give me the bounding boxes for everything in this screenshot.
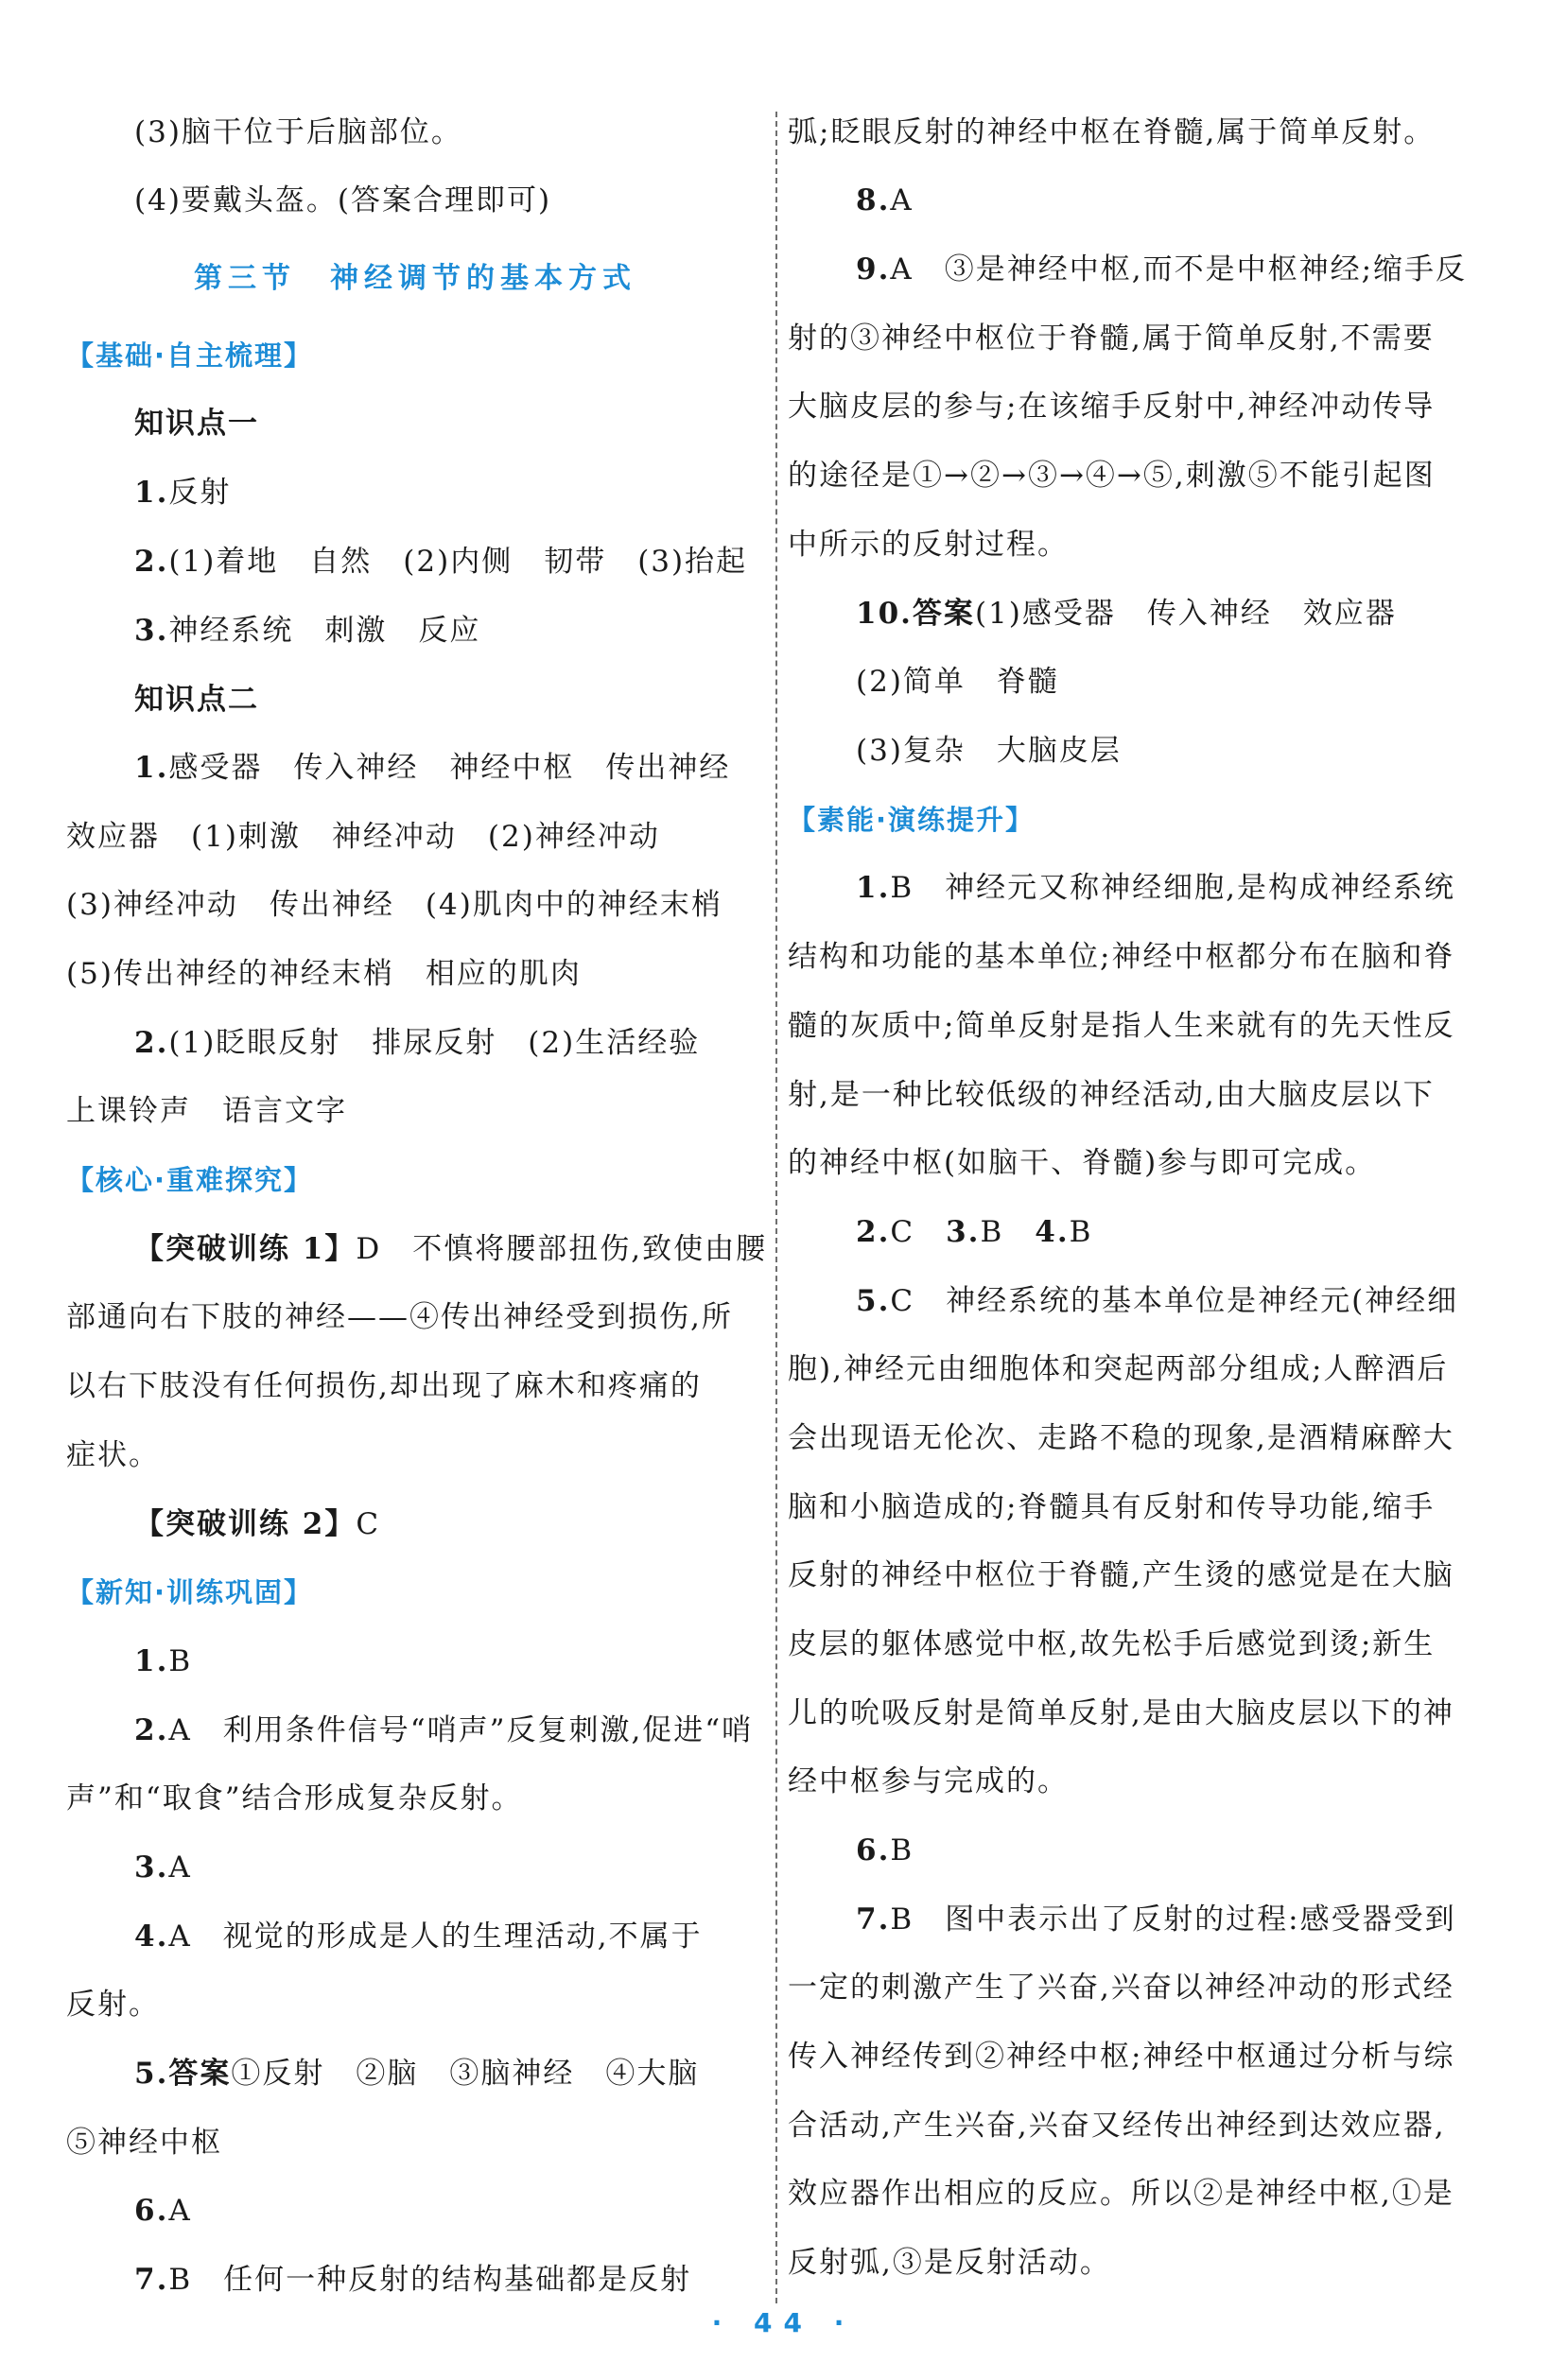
text-line: 的途径是①→②→③→④→⑤,刺激⑤不能引起图 xyxy=(788,459,1436,493)
text-line: 皮层的躯体感觉中枢,故先松手后感觉到烫;新生 xyxy=(788,1627,1436,1661)
answer-line: 8.A xyxy=(856,183,914,217)
answer-line: 1.B xyxy=(134,1644,193,1678)
text-line: 反射。 xyxy=(66,1988,160,2022)
text-line: (5)传出神经的神经末梢 相应的肌肉 xyxy=(66,957,582,991)
heading-basic: 【基础·自主梳理】 xyxy=(66,339,314,372)
answer-line: 3.A xyxy=(134,1850,192,1885)
text-line: 脑和小脑造成的;脊髓具有反射和传导功能,缩手 xyxy=(788,1490,1436,1524)
text-line: 反射弧,③是反射活动。 xyxy=(788,2246,1111,2280)
text-line: 效应器 (1)刺激 神经冲动 (2)神经冲动 xyxy=(66,820,660,854)
text-line: 以右下肢没有任何损伤,却出现了麻木和疼痛的 xyxy=(66,1369,702,1403)
answer-line: 6.A xyxy=(134,2194,192,2228)
page-number: · 44 · xyxy=(711,2307,856,2338)
answer-line: 7.B 任何一种反射的结构基础都是反射 xyxy=(134,2263,692,2297)
answer-line: 10.答案(1)感受器 传入神经 效应器 xyxy=(856,597,1397,631)
text-line: (2)简单 脊髓 xyxy=(856,665,1059,699)
text-line: 反射的神经中枢位于脊髓,产生烫的感觉是在大脑 xyxy=(788,1558,1454,1592)
answer-line: 2.C 3.B 4.B xyxy=(856,1215,1093,1249)
heading-skill: 【素能·演练提升】 xyxy=(788,804,1036,836)
text-line: (4)要戴头盔。(答案合理即可) xyxy=(134,183,552,217)
answer-line: 9.A ③是神经中枢,而不是中枢神经;缩手反 xyxy=(856,252,1468,287)
text-line: 射,是一种比较低级的神经活动,由大脑皮层以下 xyxy=(788,1078,1435,1112)
text-line: 儿的吮吸反射是简单反射,是由大脑皮层以下的神 xyxy=(788,1696,1454,1730)
answer-line: 【突破训练 1】D 不慎将腰部扭伤,致使由腰 xyxy=(134,1232,768,1266)
text-line: 结构和功能的基本单位;神经中枢都分布在脑和脊 xyxy=(788,940,1455,974)
answer-line: 2.(1)眨眼反射 排尿反射 (2)生活经验 xyxy=(134,1026,701,1060)
knowledge-point-1: 知识点一 xyxy=(134,407,259,441)
text-line: 大脑皮层的参与;在该缩手反射中,神经冲动传导 xyxy=(788,390,1436,424)
answer-line: 1.B 神经元又称神经细胞,是构成神经系统 xyxy=(856,871,1456,905)
answer-line: 【突破训练 2】C xyxy=(134,1507,381,1541)
text-line: ⑤神经中枢 xyxy=(66,2126,222,2160)
text-line: 效应器作出相应的反应。所以②是神经中枢,①是 xyxy=(788,2177,1454,2211)
answer-line: 5.C 神经系统的基本单位是神经元(神经细 xyxy=(856,1284,1459,1318)
text-line: 髓的灰质中;简单反射是指人生来就有的先天性反 xyxy=(788,1009,1455,1043)
answer-line: 6.B xyxy=(856,1833,914,1868)
answer-line: 3.神经系统 刺激 反应 xyxy=(134,614,481,648)
section-title: 第三节 神经调节的基本方式 xyxy=(194,262,636,295)
answer-line: 7.B 图中表示出了反射的过程:感受器受到 xyxy=(856,1902,1456,1937)
text-line: 合活动,产生兴奋,兴奋又经传出神经到达效应器, xyxy=(788,2109,1446,2143)
heading-core: 【核心·重难探究】 xyxy=(66,1164,314,1196)
knowledge-point-2: 知识点二 xyxy=(134,683,259,717)
answer-line: 2.A 利用条件信号“哨声”反复刺激,促进“哨 xyxy=(134,1713,754,1747)
text-line: 症状。 xyxy=(66,1438,160,1472)
text-line: 经中枢参与完成的。 xyxy=(788,1764,1069,1798)
text-line: 射的③神经中枢位于脊髓,属于简单反射,不需要 xyxy=(788,321,1435,356)
text-line: 声”和“取食”结合形成复杂反射。 xyxy=(66,1781,523,1815)
text-line: (3)神经冲动 传出神经 (4)肌肉中的神经末梢 xyxy=(66,888,723,922)
text-line: 上课铃声 语言文字 xyxy=(66,1094,347,1128)
text-line: 的神经中枢(如脑干、脊髓)参与即可完成。 xyxy=(788,1146,1377,1180)
text-line: (3)脑干位于后脑部位。 xyxy=(134,115,462,149)
text-line: (3)复杂 大脑皮层 xyxy=(856,734,1122,768)
answer-line: 5.答案①反射 ②脑 ③脑神经 ④大脑 xyxy=(134,2057,700,2091)
answer-line: 1.反射 xyxy=(134,476,232,510)
answer-line: 2.(1)着地 自然 (2)内侧 韧带 (3)抬起 xyxy=(134,545,748,579)
column-divider xyxy=(775,112,777,2303)
text-line: 弧;眨眼反射的神经中枢在脊髓,属于简单反射。 xyxy=(788,115,1436,149)
text-line: 中所示的反射过程。 xyxy=(788,528,1069,562)
answer-line: 4.A 视觉的形成是人的生理活动,不属于 xyxy=(134,1920,703,1954)
text-line: 会出现语无伦次、走路不稳的现象,是酒精麻醉大 xyxy=(788,1421,1454,1455)
text-line: 一定的刺激产生了兴奋,兴奋以神经冲动的形式经 xyxy=(788,1971,1454,2005)
heading-new: 【新知·训练巩固】 xyxy=(66,1576,314,1608)
text-line: 胞),神经元由细胞体和突起两部分组成;人醉酒后 xyxy=(788,1352,1449,1386)
text-line: 传入神经传到②神经中枢;神经中枢通过分析与综 xyxy=(788,2040,1455,2074)
answer-line: 1.感受器 传入神经 神经中枢 传出神经 xyxy=(134,751,731,785)
text-line: 部通向右下肢的神经——④传出神经受到损伤,所 xyxy=(66,1300,733,1334)
